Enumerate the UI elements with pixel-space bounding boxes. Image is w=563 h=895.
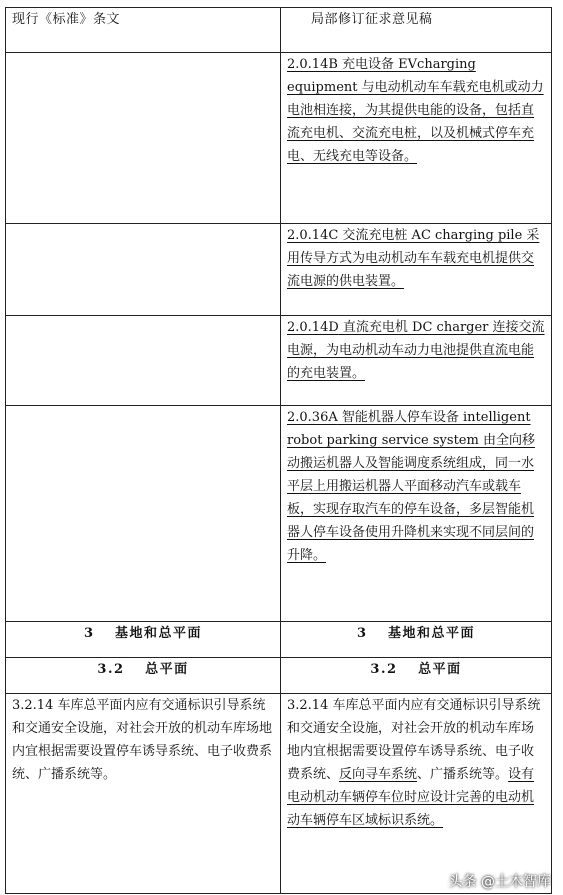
section-heading: 3 基地和总平面 [6, 622, 281, 658]
watermark-text: 头条 @土木智库 [448, 874, 551, 890]
clause-current: 3.2.14 车库总平面内应有交通标识引导系统和交通安全设施，对社会开放的机动车库场地内宜根据需要设置停车诱导系统、电子收费系统、广播系统等。 [6, 694, 281, 894]
empty-cell [6, 406, 281, 622]
header-current-standard: 现行《标准》条文 [6, 8, 281, 53]
entry-text: 智能机器人停车设备 intelligent robot parking service system 由全向移动搬运机器人及智能调度系统组成，同一水平层上用搬运机器人平面移动汽车或载车板，实现存取汽车的停车设备，多层智能机器人停车设备使用升降机来实现不同层间的升降。 [287, 410, 535, 563]
empty-cell [6, 316, 281, 406]
entry-text: 交流充电桩 AC charging pile 采用传导方式为电动机动车车载充电机提供交流电源的供电装置。 [287, 228, 540, 289]
section-3-2-row [6, 658, 552, 694]
table-row [6, 224, 552, 316]
table-row [6, 316, 552, 406]
clause-3-2-14-row [6, 694, 552, 894]
entry-code: 2.0.36A [287, 410, 338, 425]
section-heading: 3 基地和总平面 [281, 622, 552, 658]
entry-text: 充电设备 EVcharging equipment 与电动机动车车载充电机或动力电池相连接，为其提供电能的设备，包括直流充电机、交流充电桩，以及机械式停车充电、无线充电等设备。 [287, 57, 544, 164]
header-revision-draft: 局部修订征求意见稿 [281, 8, 552, 53]
entry-text: 直流充电机 DC charger 连接交流电源，为电动机动车动力电池提供直流电能的充电装置。 [287, 320, 545, 381]
subsection-heading: 3.2 总平面 [6, 658, 281, 694]
clause-revised [281, 694, 552, 894]
table-row [6, 53, 552, 224]
clause-text: 、广播系统等。 [417, 767, 509, 782]
entry-2-0-36a [281, 406, 552, 622]
empty-cell [6, 53, 281, 224]
entry-2-0-14c [281, 224, 552, 316]
clause-text: 3.2.14 车库总平面内应有交通标识引导系统和交通安全设施，对社会开放的机动车库场地内宜根据需要设置停车诱导系统、电子收费系统、 [287, 698, 541, 782]
entry-code: 2.0.14C [287, 228, 339, 243]
watermark [449, 871, 551, 891]
empty-cell [6, 224, 281, 316]
table-row [6, 406, 552, 622]
entry-code: 2.0.14B [287, 57, 338, 72]
revision-comparison-table [5, 7, 552, 894]
clause-added-text: 反向寻车系统 [339, 767, 418, 782]
clause-added-text: 设有电动机动车辆停车位时应设计完善的电动机动车辆停车区域标识系统。 [287, 767, 535, 828]
entry-code: 2.0.14D [287, 320, 339, 335]
entry-2-0-14d [281, 316, 552, 406]
subsection-heading: 3.2 总平面 [281, 658, 552, 694]
section-3-row [6, 622, 552, 658]
table-header-row [6, 8, 552, 53]
entry-2-0-14b [281, 53, 552, 224]
